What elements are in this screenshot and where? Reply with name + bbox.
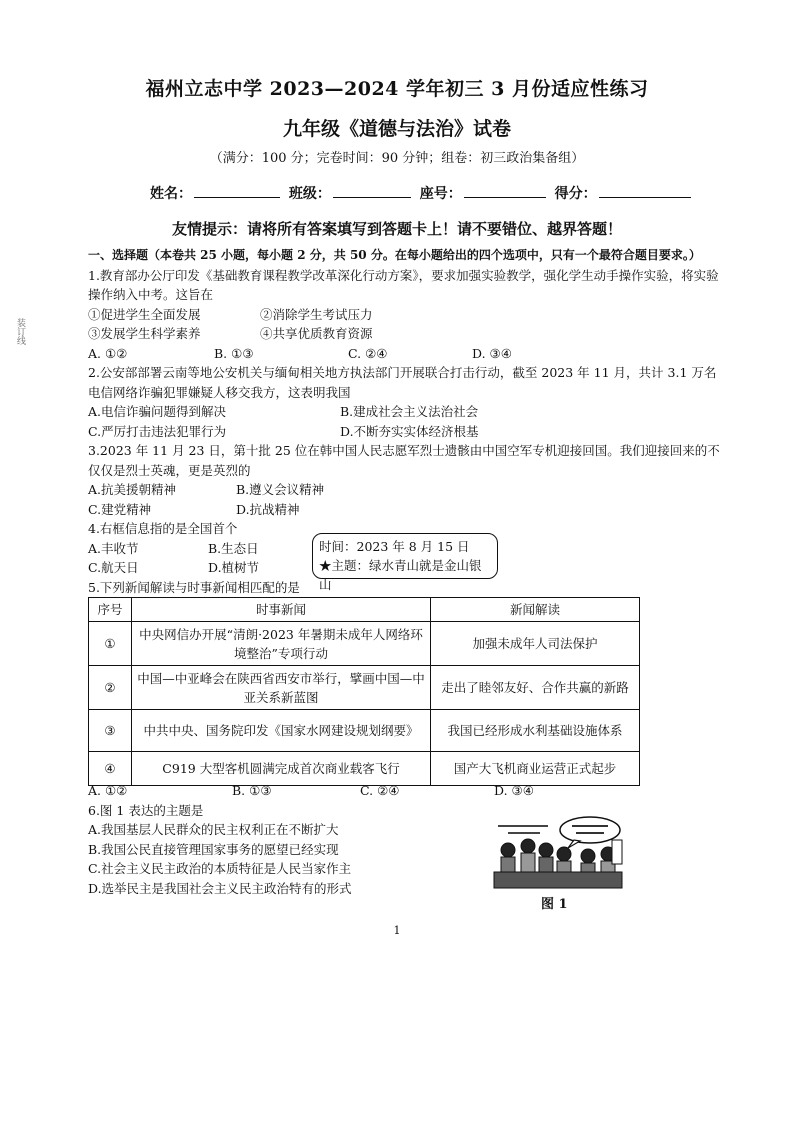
q1-choices xyxy=(88,344,748,364)
col-header-num: 序号 xyxy=(89,598,132,622)
name-label: 姓名： xyxy=(150,186,192,202)
row-news: 中共中央、国务院印发《国家水网建设规划纲要》 xyxy=(132,710,431,752)
q6-choice-a[interactable]: A.我国基层人民群众的民主权利正在不断扩大 xyxy=(88,822,339,837)
q4-choice-d[interactable]: D.植树节 xyxy=(208,560,260,575)
q4-stem: 4.右框信息指的是全国首个 xyxy=(88,521,238,536)
row-num: ② xyxy=(89,666,132,710)
seat-blank[interactable] xyxy=(464,185,546,198)
class-blank[interactable] xyxy=(333,185,411,198)
q2-choice-d[interactable]: D.不断夯实实体经济根基 xyxy=(340,423,479,439)
table-header-row xyxy=(89,598,640,622)
q3-stem-line1: 3.2023 年 11 月 23 日，第十批 25 位在韩中国人民志愿军烈士遗骸由中国空军专机迎接回国。我们迎接回来的不 xyxy=(88,443,720,458)
q3-choice-c[interactable]: C.建党精神 xyxy=(88,501,152,517)
friendly-tip: 友情提示：请将所有答案填写到答题卡上！请不要错位、越界答题！ xyxy=(171,220,622,238)
q5-choice-b[interactable]: B. ①③ xyxy=(232,783,272,798)
row-news: 中国—中亚峰会在陕西省西安市举行，擘画中国—中亚关系新蓝图 xyxy=(132,666,431,710)
q1-choice-d[interactable]: D. ③④ xyxy=(472,345,512,361)
questions-area-lower xyxy=(88,781,748,898)
q4-box-theme: ★主题：绿水青山就是金山银山 xyxy=(319,558,482,592)
section-heading: 一、选择题（本卷共 25 小题，每小题 2 分，共 50 分。在每小题给出的四个选项中，只有一个最符合题目要求。） xyxy=(88,248,701,262)
class-label: 班级： xyxy=(288,186,331,202)
q5-choice-a[interactable]: A. ①② xyxy=(88,783,128,798)
q1-choice-c[interactable]: C. ②④ xyxy=(348,345,388,361)
row-reading: 国产大飞机商业运营正式起步 xyxy=(431,752,640,786)
table-row xyxy=(89,666,640,710)
binding-line-mark: 装订线 xyxy=(15,318,25,345)
q3-choice-b[interactable]: B.遵义会议精神 xyxy=(236,482,325,497)
q6-stem: 6.图 1 表达的主题是 xyxy=(88,802,204,818)
row-reading: 我国已经形成水利基础设施体系 xyxy=(431,710,640,752)
cartoon-illustration xyxy=(488,814,628,892)
q4-choice-b[interactable]: B.生态日 xyxy=(208,540,259,556)
q4-choice-c[interactable]: C.航天日 xyxy=(88,560,139,575)
q3-choice-d[interactable]: D.抗战精神 xyxy=(236,501,300,517)
row-news: C919 大型客机圆满完成首次商业载客飞行 xyxy=(132,752,431,786)
q4-choice-a[interactable]: A.丰收节 xyxy=(88,540,139,556)
q1-stem-line1: 1.教育部办公厅印发《基础教育课程教学改革深化行动方案》，要求加强实验教学，强化学生动手操作实验，将实验 xyxy=(88,267,719,283)
row-num: ③ xyxy=(89,710,132,752)
col-header-news: 时事新闻 xyxy=(132,598,431,622)
q2-options-row2 xyxy=(88,422,748,442)
q2-options-row1 xyxy=(88,402,748,422)
col-header-reading: 新闻解读 xyxy=(431,598,640,622)
q4-box-time: 时间：2023 年 8 月 15 日 xyxy=(319,539,470,554)
q2-stem-line2: 电信网络诈骗犯罪嫌疑人移交我方，这表明我国 xyxy=(88,384,351,400)
q5-choices xyxy=(88,781,748,801)
page-number: 1 xyxy=(393,924,401,937)
q4-info-box xyxy=(312,533,498,592)
figure-1-caption: 图 1 xyxy=(541,897,568,912)
q3-options-row1 xyxy=(88,480,748,500)
row-reading: 加强未成年人司法保护 xyxy=(431,622,640,666)
q1-choice-b[interactable]: B. ①③ xyxy=(214,345,254,361)
seat-label: 座号： xyxy=(419,186,462,202)
student-info-fields xyxy=(150,183,695,203)
row-news: 中央网信办开展“清朗·2023 年暑期未成年人网络环境整治”专项行动 xyxy=(132,622,431,666)
q1-stem-line2: 操作纳入中考。这旨在 xyxy=(88,287,214,302)
q1-opt2: ②消除学生考试压力 xyxy=(260,306,373,322)
q1-opt3: ③发展学生科学素养 xyxy=(88,326,201,341)
row-num: ④ xyxy=(89,752,132,786)
q1-choice-a[interactable]: A. ①② xyxy=(88,345,128,361)
q1-options-row2 xyxy=(88,324,748,344)
q5-news-table xyxy=(88,597,640,786)
q5-choice-d[interactable]: D. ③④ xyxy=(494,783,534,798)
q2-choice-c[interactable]: C.严厉打击违法犯罪行为 xyxy=(88,423,227,439)
q5-choice-c[interactable]: C. ②④ xyxy=(360,783,400,798)
q3-choice-a[interactable]: A.抗美援朝精神 xyxy=(88,482,177,497)
q1-opt4: ④共享优质教育资源 xyxy=(260,326,373,341)
q2-stem-line1: 2.公安部部署云南等地公安机关与缅甸相关地方执法部门开展联合打击行动，截至 2023 年 11 月，共计 3.1 万名 xyxy=(88,365,717,380)
q3-options-row2 xyxy=(88,500,748,520)
row-reading: 走出了睦邻友好、合作共赢的新路 xyxy=(431,666,640,710)
q1-opt1: ①促进学生全面发展 xyxy=(88,306,201,322)
score-blank[interactable] xyxy=(599,185,691,198)
row-num: ① xyxy=(89,622,132,666)
table-row xyxy=(89,622,640,666)
q3-stem-line2: 仅仅是烈士英魂，更是英烈的 xyxy=(88,462,251,478)
table-row xyxy=(89,710,640,752)
q6-choice-c[interactable]: C.社会主义民主政治的本质特征是人民当家作主 xyxy=(88,861,352,876)
exam-title: 福州立志中学 2023—2024 学年初三 3 月份适应性练习 xyxy=(145,78,649,100)
exam-subtitle: 九年级《道德与法治》试卷 xyxy=(282,118,511,140)
q5-stem: 5.下列新闻解读与时事新闻相匹配的是 xyxy=(88,579,300,595)
score-label: 得分： xyxy=(554,186,597,202)
q2-choice-a[interactable]: A.电信诈骗问题得到解决 xyxy=(88,404,227,419)
q6-choice-b[interactable]: B.我国公民直接管理国家事务的愿望已经实现 xyxy=(88,841,339,857)
q6-choice-d[interactable]: D.选举民主是我国社会主义民主政治特有的形式 xyxy=(88,880,352,896)
q2-choice-b[interactable]: B.建成社会主义法治社会 xyxy=(340,404,479,419)
name-blank[interactable] xyxy=(194,185,280,198)
figure-1-cartoon xyxy=(488,814,628,892)
q1-options-row1 xyxy=(88,305,748,325)
exam-meta: （满分：100 分；完卷时间：90 分钟；组卷：初三政治集备组） xyxy=(209,151,585,166)
